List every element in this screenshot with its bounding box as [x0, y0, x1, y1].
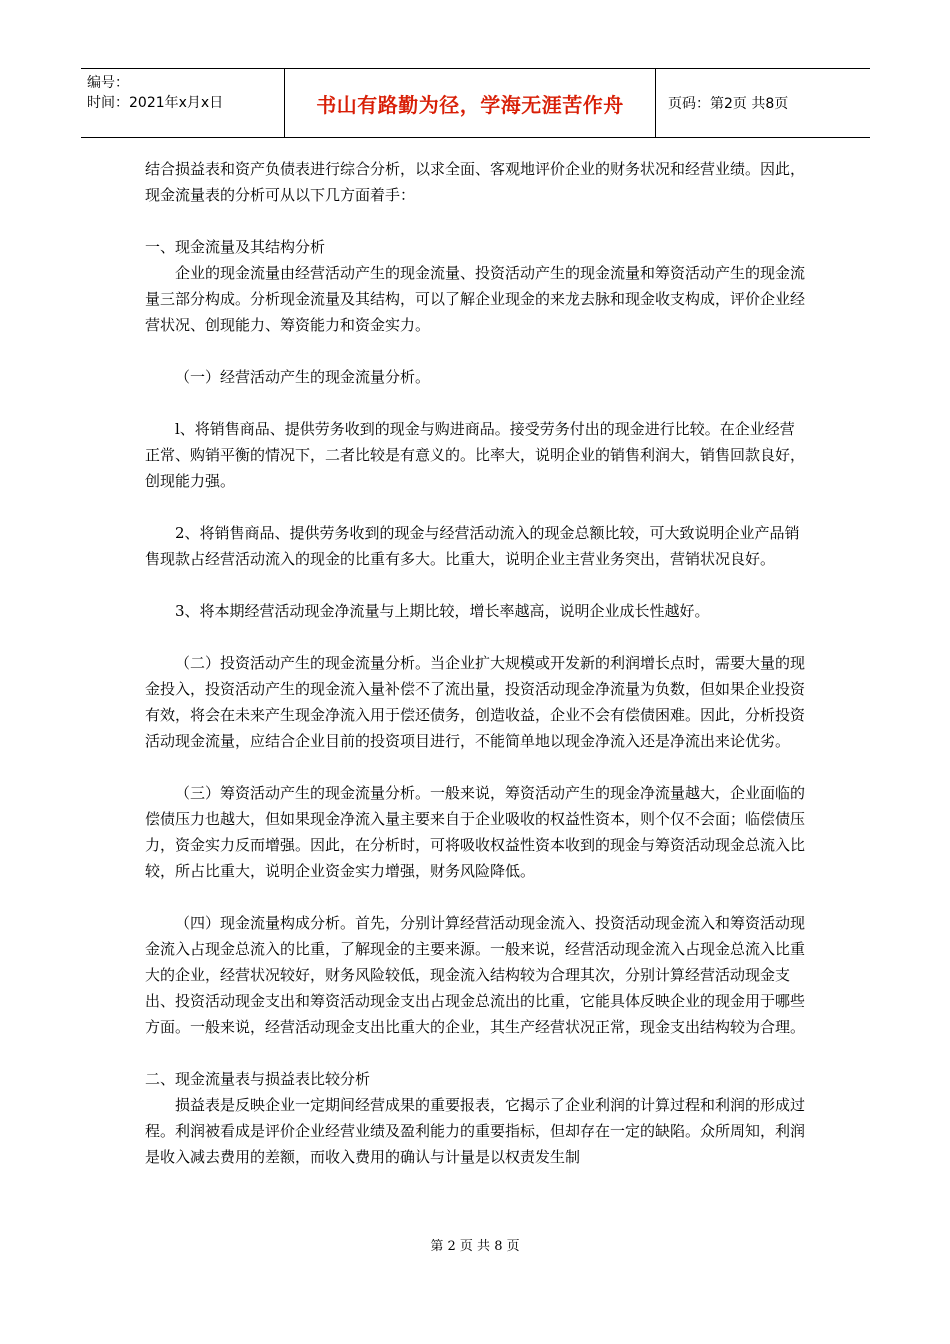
paragraph: 企业的现金流量由经营活动产生的现金流量、投资活动产生的现金流量和筹资活动产生的现金流量三部分构成。分析现金流量及其结构，可以了解企业现金的来龙去脉和现金收支构成，评价企业经营状况、创现能力、筹资能力和资金实力。	[145, 264, 806, 334]
header-motto: 书山有路勤为径，学海无涯苦作舟	[284, 69, 656, 137]
paragraph: l、将销售商品、提供劳务收到的现金与购进商品。接受劳务付出的现金进行比较。在企业经营正常、购销平衡的情况下，二者比较是有意义的。比率大，说明企业的销售利润大，销售回款良好，创现能力强。	[145, 420, 806, 490]
document-time-label: 时间：2021年x月x日	[87, 95, 224, 111]
header-page-label: 页码：第2页 共8页	[668, 96, 789, 112]
paragraph: （二）投资活动产生的现金流量分析。当企业扩大规模或开发新的利润增长点时，需要大量的现金投入，投资活动产生的现金流入量补偿不了流出量，投资活动现金净流量为负数，但如果企业投资有效，将会在未来产生现金净流入用于偿还债务，创造收益，企业不会有偿债困难。因此，分析投资活动现金流量，应结合企业目前的投资项目进行，不能简单地以现金净流入还是净流出来论优劣。	[145, 654, 806, 750]
document-body	[145, 156, 807, 1170]
paragraph: （三）筹资活动产生的现金流量分析。一般来说，筹资活动产生的现金净流量越大，企业面临的偿债压力也越大，但如果现金净流入量主要来自于企业吸收的权益性资本，则个仅不会面；临偿债压力，资金实力反而增强。因此，在分析时，可将吸收权益性资本收到的现金与筹资活动现金总流入比较，所占比重大，说明企业资金实力增强，财务风险降低。	[145, 784, 806, 880]
section-heading: 二、现金流量表与损益表比较分析	[145, 1070, 371, 1088]
paragraph: 损益表是反映企业一定期间经营成果的重要报表，它揭示了企业利润的计算过程和利润的形成过程。利润被看成是评价企业经营业绩及盈利能力的重要指标，但却存在一定的缺陷。众所周知，利润是收入减去费用的差额，而收入费用的确认与计量是以权责发生制	[145, 1096, 806, 1166]
paragraph: （四）现金流量构成分析。首先，分别计算经营活动现金流入、投资活动现金流入和筹资活动现金流入占现金总流入的比重，了解现金的主要来源。一般来说，经营活动现金流入占现金总流入比重大的企业，经营状况较好，财务风险较低，现金流入结构较为合理其次，分别计算经营活动现金支出、投资活动现金支出和筹资活动现金支出占现金总流出的比重，它能具体反映企业的现金用于哪些方面。一般来说，经营活动现金支出比重大的企业，其生产经营状况正常，现金支出结构较为合理。	[145, 914, 806, 1036]
paragraph: 3、将本期经营活动现金净流量与上期比较，增长率越高，说明企业成长性越好。	[175, 602, 710, 620]
paragraph: 结合损益表和资产负债表进行综合分析，以求全面、客观地评价企业的财务状况和经营业绩。因此，现金流量表的分析可从以下几方面着手：	[145, 160, 806, 204]
section-heading: 一、现金流量及其结构分析	[145, 238, 326, 256]
header-left	[81, 69, 284, 137]
page-footer: 第 2 页 共 8 页	[430, 1239, 520, 1254]
subsection-heading: （一）经营活动产生的现金流量分析。	[175, 368, 431, 386]
paragraph: 2、将销售商品、提供劳务收到的现金与经营活动流入的现金总额比较，可大致说明企业产品销售现款占经营活动流入的现金的比重有多大。比重大，说明企业主营业务突出，营销状况良好。	[145, 524, 800, 568]
document-number-label: 编号：	[87, 75, 129, 91]
page-header	[81, 68, 870, 138]
